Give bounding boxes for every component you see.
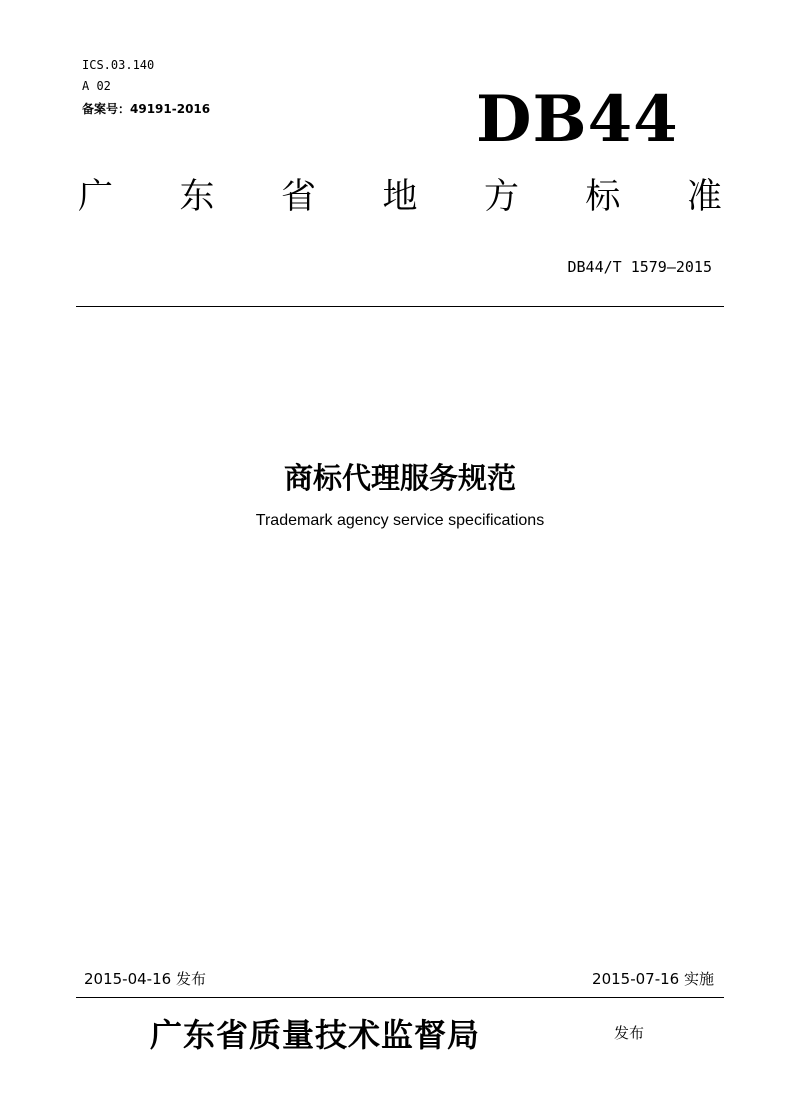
issuer-verb: 发布	[614, 1024, 645, 1042]
standard-type-char: 方	[483, 177, 519, 217]
document-title-cn: 商标代理服务规范	[283, 461, 516, 495]
standard-code-logo: DB44	[476, 82, 679, 157]
footer-divider	[76, 997, 724, 998]
header-divider	[76, 306, 724, 307]
standard-type-char: 广	[78, 177, 114, 217]
standard-type-char: 标	[585, 177, 621, 217]
document-title-en: Trademark agency service specifications	[255, 512, 545, 529]
classification-code: A 02	[82, 79, 111, 93]
standard-type-char: 准	[686, 177, 722, 217]
standard-type-heading	[78, 177, 722, 217]
standard-type-char: 东	[179, 177, 215, 217]
ics-code: ICS.03.140	[82, 58, 155, 72]
effective-date: 2015-07-16 实施	[592, 970, 714, 988]
standard-number: DB44/T 1579—2015	[567, 258, 712, 276]
standard-type-char: 省	[280, 177, 316, 217]
standard-type-char: 地	[382, 177, 418, 217]
record-number: 备案号：49191-2016	[82, 102, 211, 116]
publish-date: 2015-04-16 发布	[84, 970, 206, 988]
issuer-name: 广东省质量技术监督局	[150, 1016, 481, 1054]
